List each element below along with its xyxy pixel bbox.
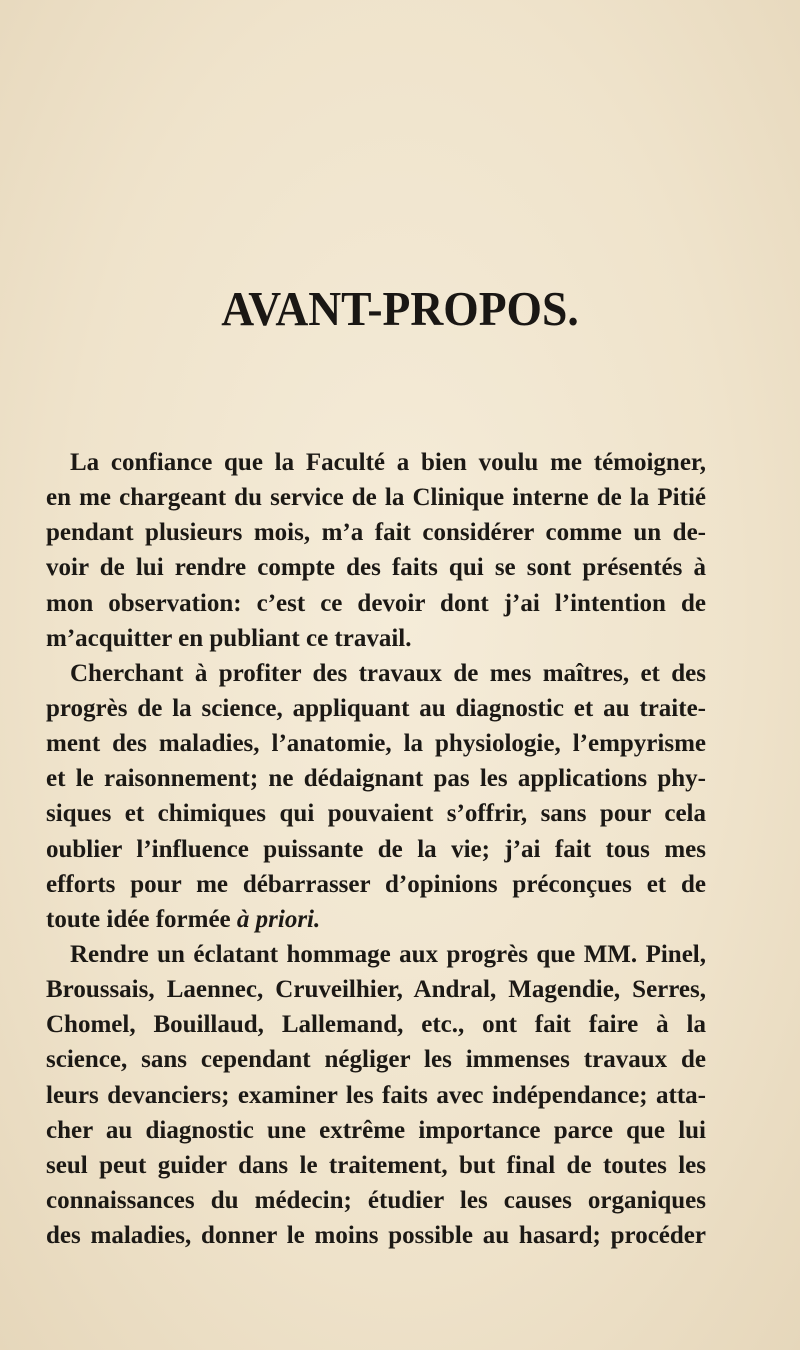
text-line: Rendre un éclatant hommage aux progrès que MM. Pinel, [70,940,706,968]
page-title: AVANT-PROPOS. [221,281,579,336]
text-line: Broussais, Laennec, Cruveilhier, Andral, Magendie, Serres, [46,976,706,1004]
text-line: m’acquitter en publiant ce travail. [46,624,412,652]
text-line: siques et chimiques qui pouvaient s’offrir, sans pour cela [46,800,706,828]
text-line: et le raisonnement; ne dédaignant pas les applications phy- [46,765,706,793]
text-line: mon observation: c’est ce devoir dont j’ai l’intention de [46,589,706,617]
text-line: pendant plusieurs mois, m’a fait considérer comme un de- [46,519,706,547]
text-line: seul peut guider dans le traitement, but final de toutes les [46,1151,706,1179]
text-line: en me chargeant du service de la Clinique interne de la Pitié [46,484,706,512]
text-line: des maladies, donner le moins possible au hasard; procéder [46,1222,706,1250]
italic-phrase: à priori. [236,905,321,933]
text-line: voir de lui rendre compte des faits qui se sont présentés à [46,554,706,582]
text-line: Cherchant à profiter des travaux de mes maîtres, et des [70,659,706,687]
text-line: efforts pour me débarrasser d’opinions préconçues et de [46,870,706,898]
text-line: Chomel, Bouillaud, Lallemand, etc., ont fait faire à la [46,1011,706,1039]
text-line: La confiance que la Faculté a bien voulu me témoigner, [70,449,706,476]
text-line-start: toute idée formée [46,905,237,933]
text-line [46,902,706,937]
body-text [46,445,706,1253]
text-line: cher au diagnostic une extrême importance parce que lui [46,1116,706,1144]
text-line: oublier l’influence puissante de la vie; j’ai fait tous mes [46,835,706,863]
text-line: progrès de la science, appliquant au diagnostic et au traite- [46,694,706,722]
text-line: leurs devanciers; examiner les faits avec indépendance; atta- [46,1081,706,1109]
text-line: ment des maladies, l’anatomie, la physiologie, l’empyrisme [46,730,706,758]
text-line: science, sans cependant négliger les immenses travaux de [46,1046,706,1074]
text-line: connaissances du médecin; étudier les causes organiques [46,1186,706,1214]
